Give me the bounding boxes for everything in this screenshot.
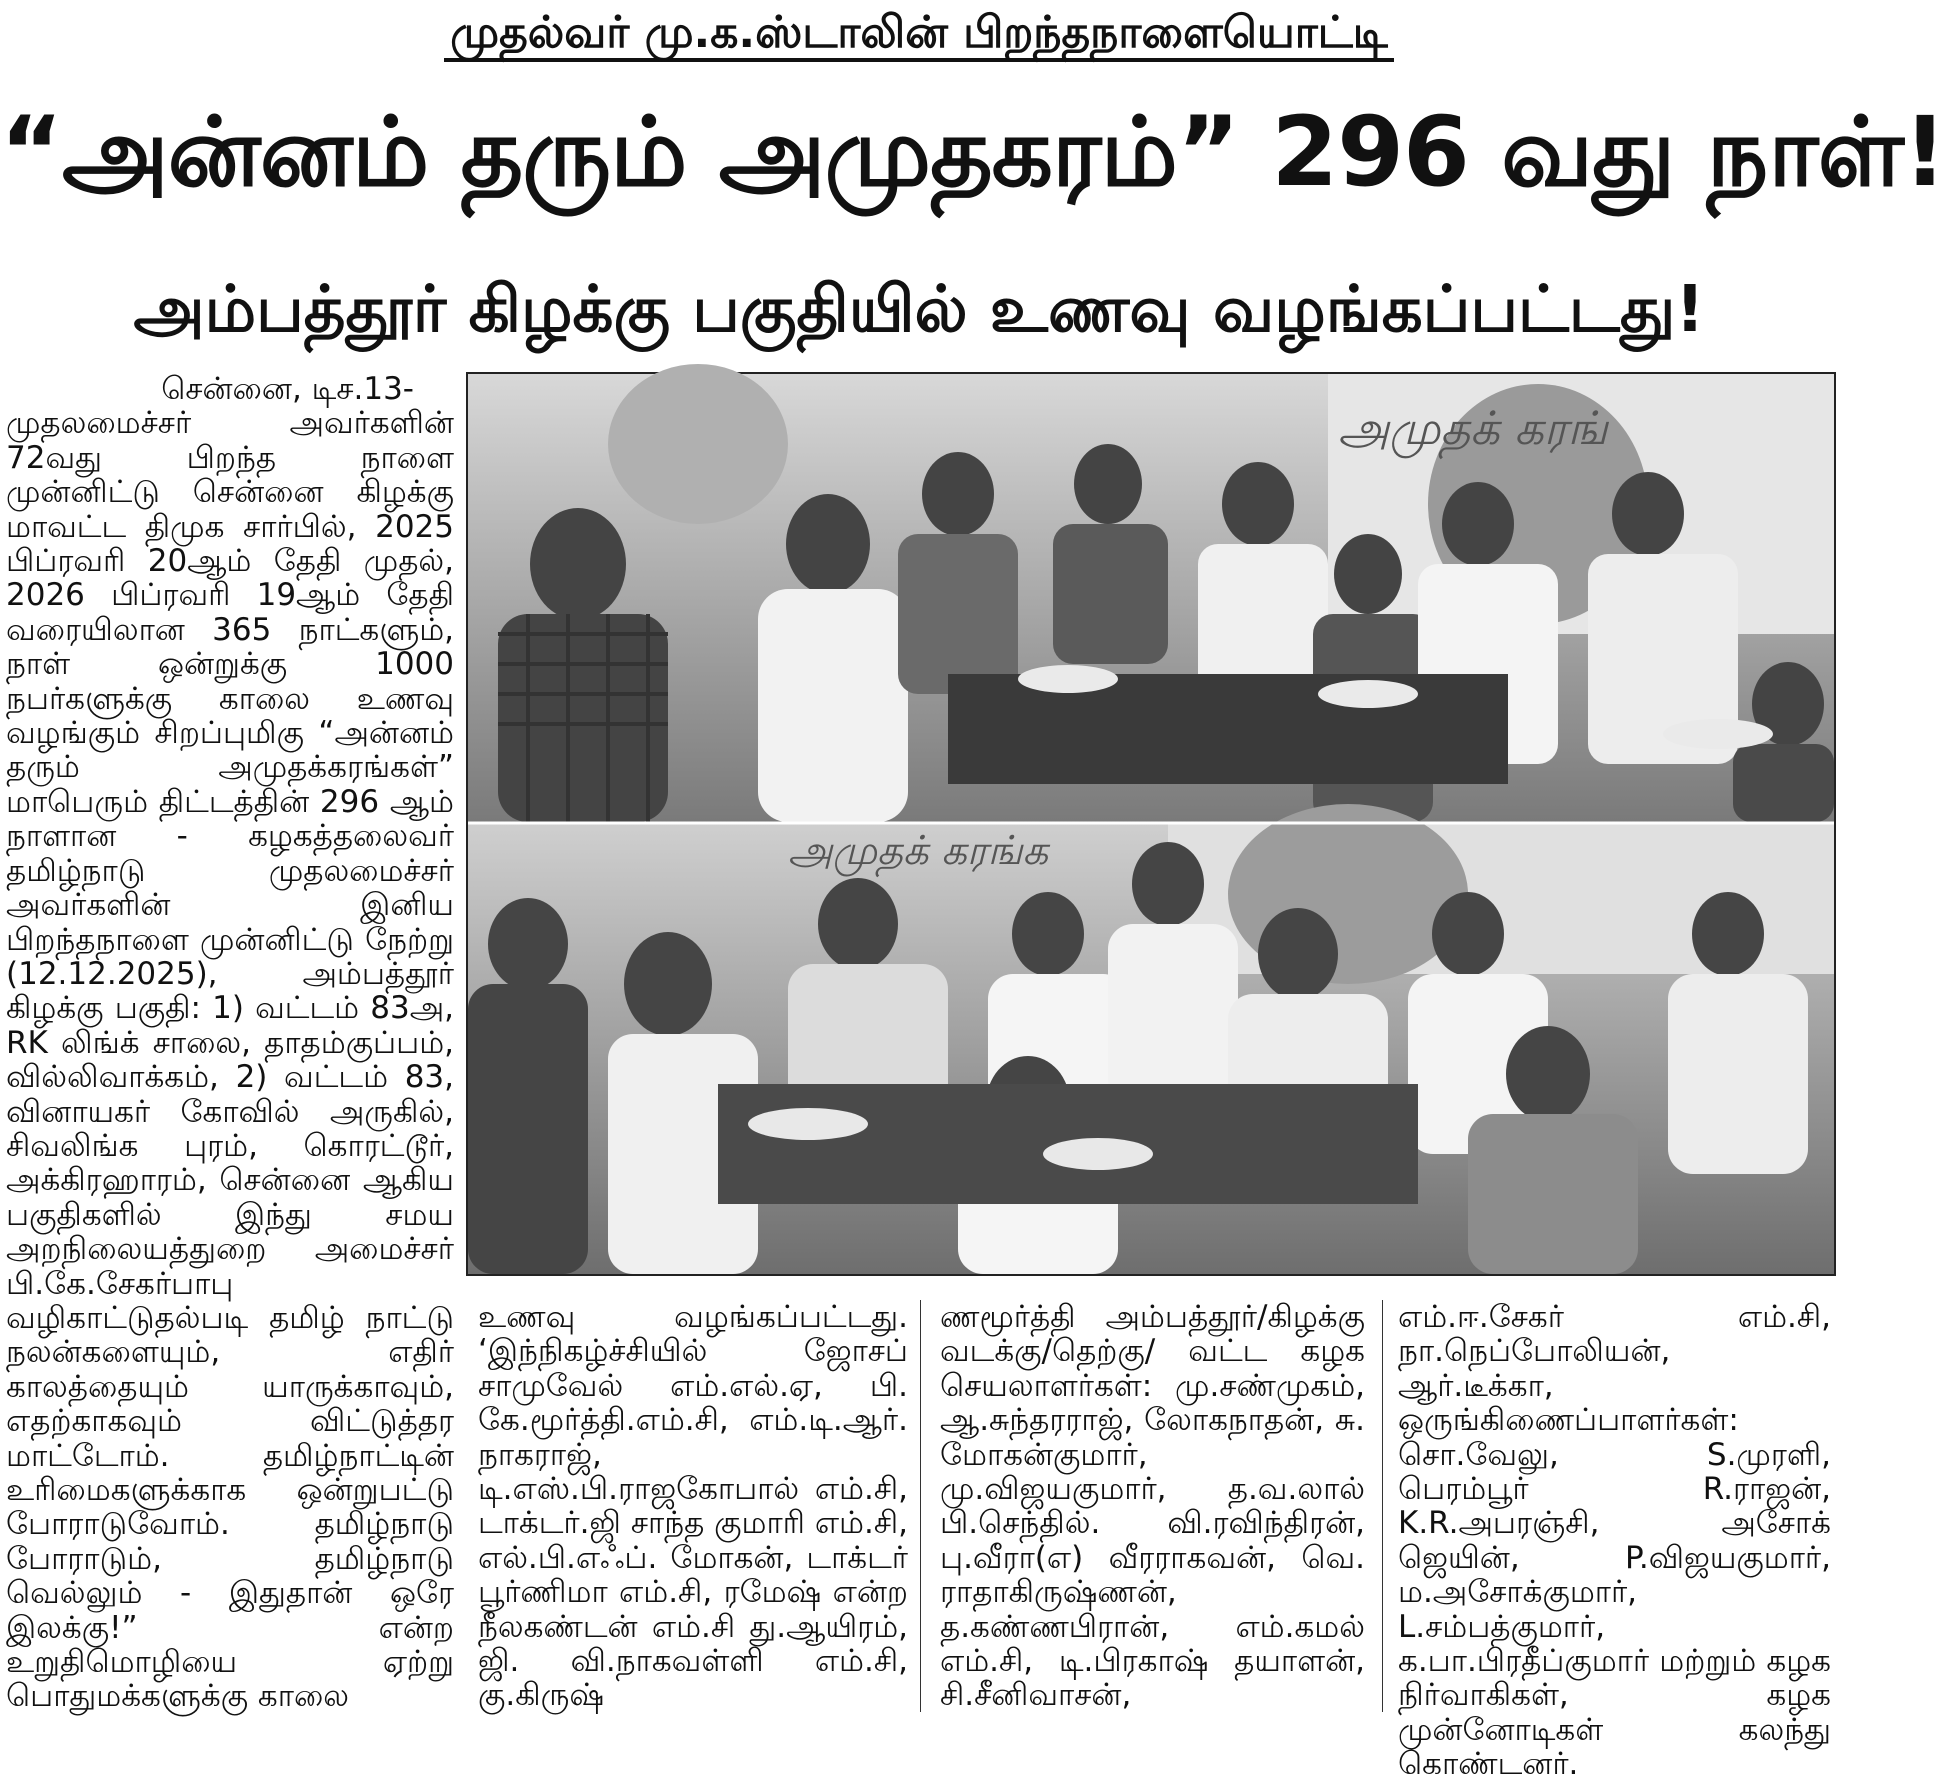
article-column-2 <box>478 1300 908 1712</box>
column-rule <box>1382 1300 1383 1712</box>
dateline: சென்னை, டிச.13- <box>161 371 414 407</box>
article-column-4 <box>1398 1299 1831 1782</box>
column-4-text: எம்.ஈ.சேகர் எம்.சி, நா.நெப்போலியன், ஆர்.டீக்கா, ஒருங்கிணைப்பாளர்கள்: சொ.வேலு, S.முரளி, பெரம்பூர் R.ராஜன், K.R.அபரஞ்சி, அசோக் ஜெயின், P.விஜயகுமார், ம.அசோக்குமார், L.சம்பத்குமார், க.பா.பிரதீப்குமார் மற்றும் கழக நிர்வாகிகள், கழக முன்னோடிகள் கலந்து கொண்டனர். <box>1398 1299 1831 1782</box>
news-photo <box>466 372 1836 1276</box>
column-1-text: முதலமைச்சர் அவர்களின் 72வது பிறந்த நாளை முன்னிட்டு சென்னை கிழக்கு மாவட்ட திமுக சார்பில், 2025 பிப்ரவரி 20ஆம் தேதி முதல், 2026 பிப்ரவரி 19ஆம் தேதி வரையிலான 365 நாட்களும், நாள் ஒன்றுக்கு 1000 நபர்களுக்கு காலை உணவு வழங்கும் சிறப்புமிகு “அன்னம் தரும் அமுதக்கரங்கள்” மாபெரும் திட்டத்தின் 296 ஆம் நாளான - கழகத்தலைவர் தமிழ்நாடு முதலமைச்சர் அவர்களின் இனிய பிறந்தநாளை முன்னிட்டு நேற்று (12.12.2025), அம்பத்தூர் கிழக்கு பகுதி: 1) வட்டம் 83அ, RK லிங்க் சாலை, தாதம்குப்பம், வில்லிவாக்கம், 2) வட்டம் 83, வினாயகர் கோவில் அருகில், சிவலிங்க புரம், கொரட்டூர், அக்கிரஹாரம், சென்னை ஆகிய பகுதிகளில் இந்து சமய அறநிலையத்துறை அமைச்சர் பி.கே.சேகர்பாபு வழிகாட்டுதல்படி தமிழ் நாட்டு நலன்களையும், எதிர் காலத்தையும் யாருக்காவும், எதற்காகவும் விட்டுத்தர மாட்டோம். தமிழ்நாட்டின் உரிமைகளுக்காக ஒன்றுபட்டு போராடுவோம். தமிழ்நாடு போராடும், தமிழ்நாடு வெல்லும் - இதுதான் ஒரே இலக்கு!” என்ற உறுதிமொழியை ஏற்று பொதுமக்களுக்கு காலை <box>6 405 454 1715</box>
kicker-text: முதல்வர் மு.க.ஸ்டாலின் பிறந்தநாளையொட்டி <box>444 7 1394 62</box>
upper-photo <box>468 364 1834 822</box>
sub-headline: அம்பத்தூர் கிழக்கு பகுதியில் உணவு வழங்கப்பட்டது! <box>133 273 1705 347</box>
article-column-3 <box>940 1300 1365 1712</box>
column-3-text: ணமூர்த்தி அம்பத்தூர்/கிழக்கு வடக்கு/தெற்கு/ வட்ட கழக செயலாளர்கள்: மு.சண்முகம், ஆ.சுந்தரராஜ், லோகநாதன், சு. மோகன்குமார், மு.விஜயகுமார், த.வ.லால் பி.செந்தில். வி.ரவிந்திரன், பு.வீரா(எ) வீரராகவன், வெ. ராதாகிருஷ்ணன், த.கண்ணபிரான், எம்.கமல் எம்.சி, டி.பிரகாஷ் தயாளன், சி.சீனிவாசன், <box>940 1299 1365 1714</box>
column-2-text: உணவு வழங்கப்பட்டது. ‘இந்நிகழ்ச்சியில் ஜோசப் சாமுவேல் எம்.எல்.ஏ, பி. கே.மூர்த்தி.எம்.சி, எம்.டி.ஆர். நாகராஜ், டி.எஸ்.பி.ராஜகோபால் எம்.சி, டாக்டர்.ஜி சாந்த குமாரி எம்.சி, எல்.பி.எஃப். மோகன், டாக்டர் பூர்ணிமா எம்.சி, ரமேஷ் என்ற நீலகண்டன் எம்.சி து.ஆயிரம், ஜி. வி.நாகவள்ளி எம்.சி, கு.கிருஷ் <box>478 1299 908 1714</box>
column-rule <box>920 1300 921 1712</box>
kicker-headline <box>0 4 1838 61</box>
lower-photo <box>468 804 1834 1274</box>
banner-text-bottom: அமுதக் கரங்க <box>788 828 1049 874</box>
banner-text-top: அமுதக் கரங் <box>1338 401 1608 455</box>
main-headline: “அன்னம் தரும் அமுதகரம்” 296 வது நாள்! <box>0 96 1946 208</box>
photo-collage <box>468 374 1834 1274</box>
article-column-1 <box>6 371 454 1715</box>
